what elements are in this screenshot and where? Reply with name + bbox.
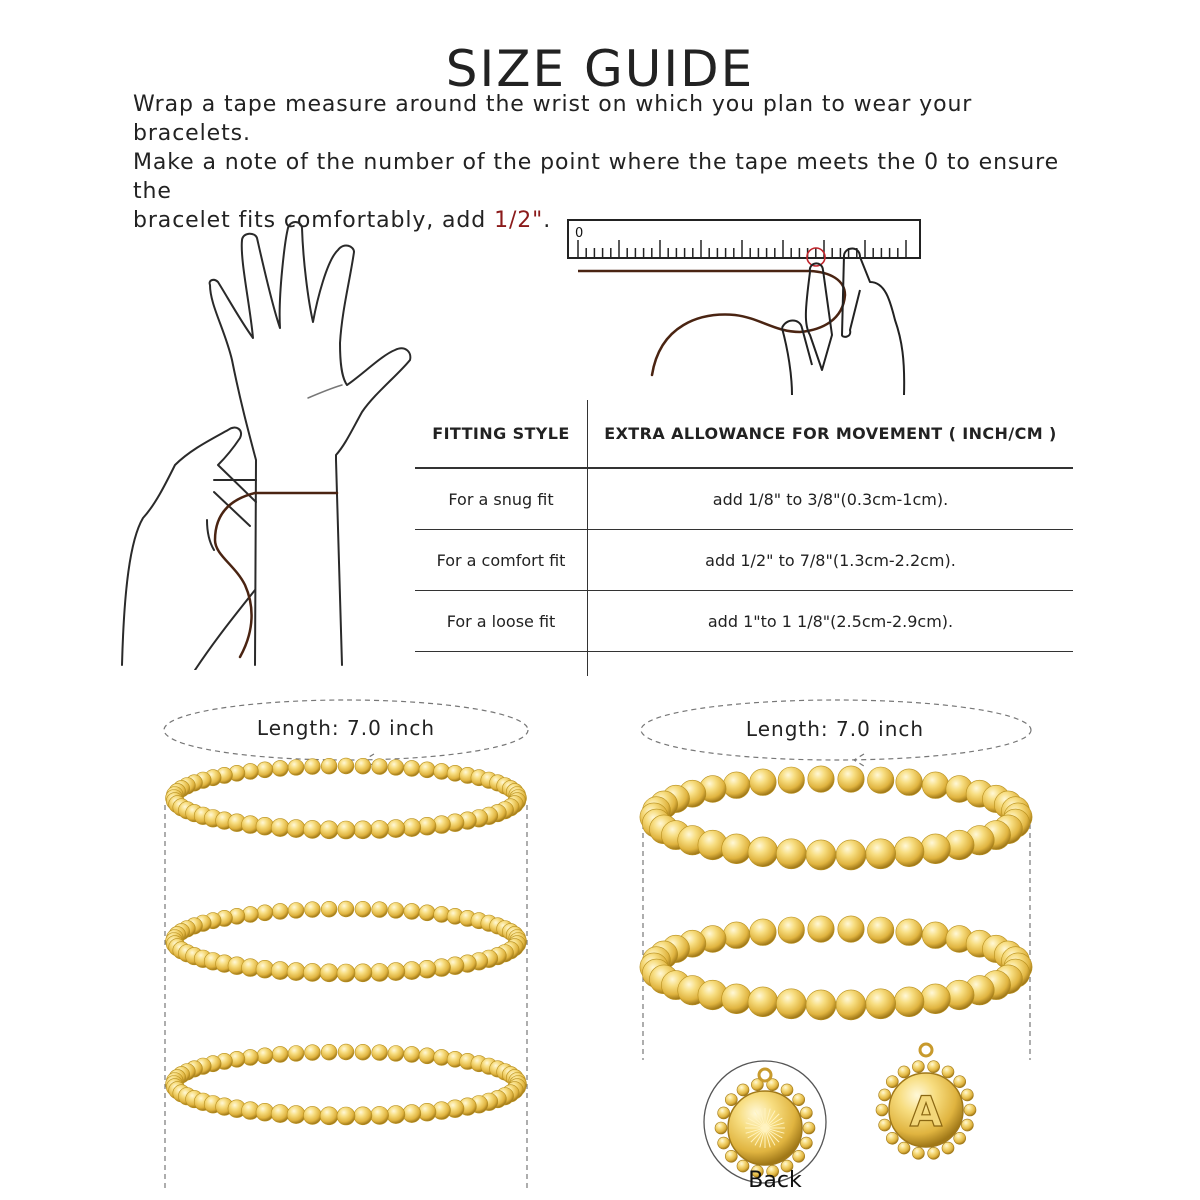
ruler-body xyxy=(568,220,920,258)
ruler-measure-illustration xyxy=(560,210,930,400)
charm-back-label: Back xyxy=(748,1168,802,1193)
intro-line-1: Wrap a tape measure around the wrist on which you plan to wear your bracelets. xyxy=(133,92,973,146)
charm-back xyxy=(704,1061,826,1183)
charm-front xyxy=(876,1044,976,1159)
length-label-left: Length: 7.0 inch xyxy=(256,716,436,740)
table-row: For a loose fit add 1"to 1 1/8"(2.5cm-2.9cm). xyxy=(415,591,1073,652)
col-header-fitting-style: FITTING STYLE xyxy=(415,400,588,468)
half-inch-highlight: 1/2" xyxy=(494,208,544,233)
intro-line-3: bracelet fits comfortably, add 1/2". xyxy=(133,208,552,233)
page-title: SIZE GUIDE xyxy=(445,39,755,98)
bracelet-product-illustration xyxy=(0,690,1200,1200)
table-row: For a comfort fit add 1/2" to 7/8"(1.3cm-2.2cm). xyxy=(415,530,1073,591)
wrist-measure-illustration xyxy=(110,210,430,670)
intro-line-2: Make a note of the number of the point where the tape meets the 0 to ensure the xyxy=(133,150,1060,204)
fit-table xyxy=(415,400,1073,676)
length-label-right: Length: 7.0 inch xyxy=(745,717,925,741)
charm-letter: A xyxy=(909,1087,943,1136)
col-header-allowance: EXTRA ALLOWANCE FOR MOVEMENT ( INCH/CM ) xyxy=(588,400,1074,468)
ruler-zero-label: 0 xyxy=(575,226,584,241)
table-row: For a snug fit add 1/8" to 3/8"(0.3cm-1cm). xyxy=(415,468,1073,530)
